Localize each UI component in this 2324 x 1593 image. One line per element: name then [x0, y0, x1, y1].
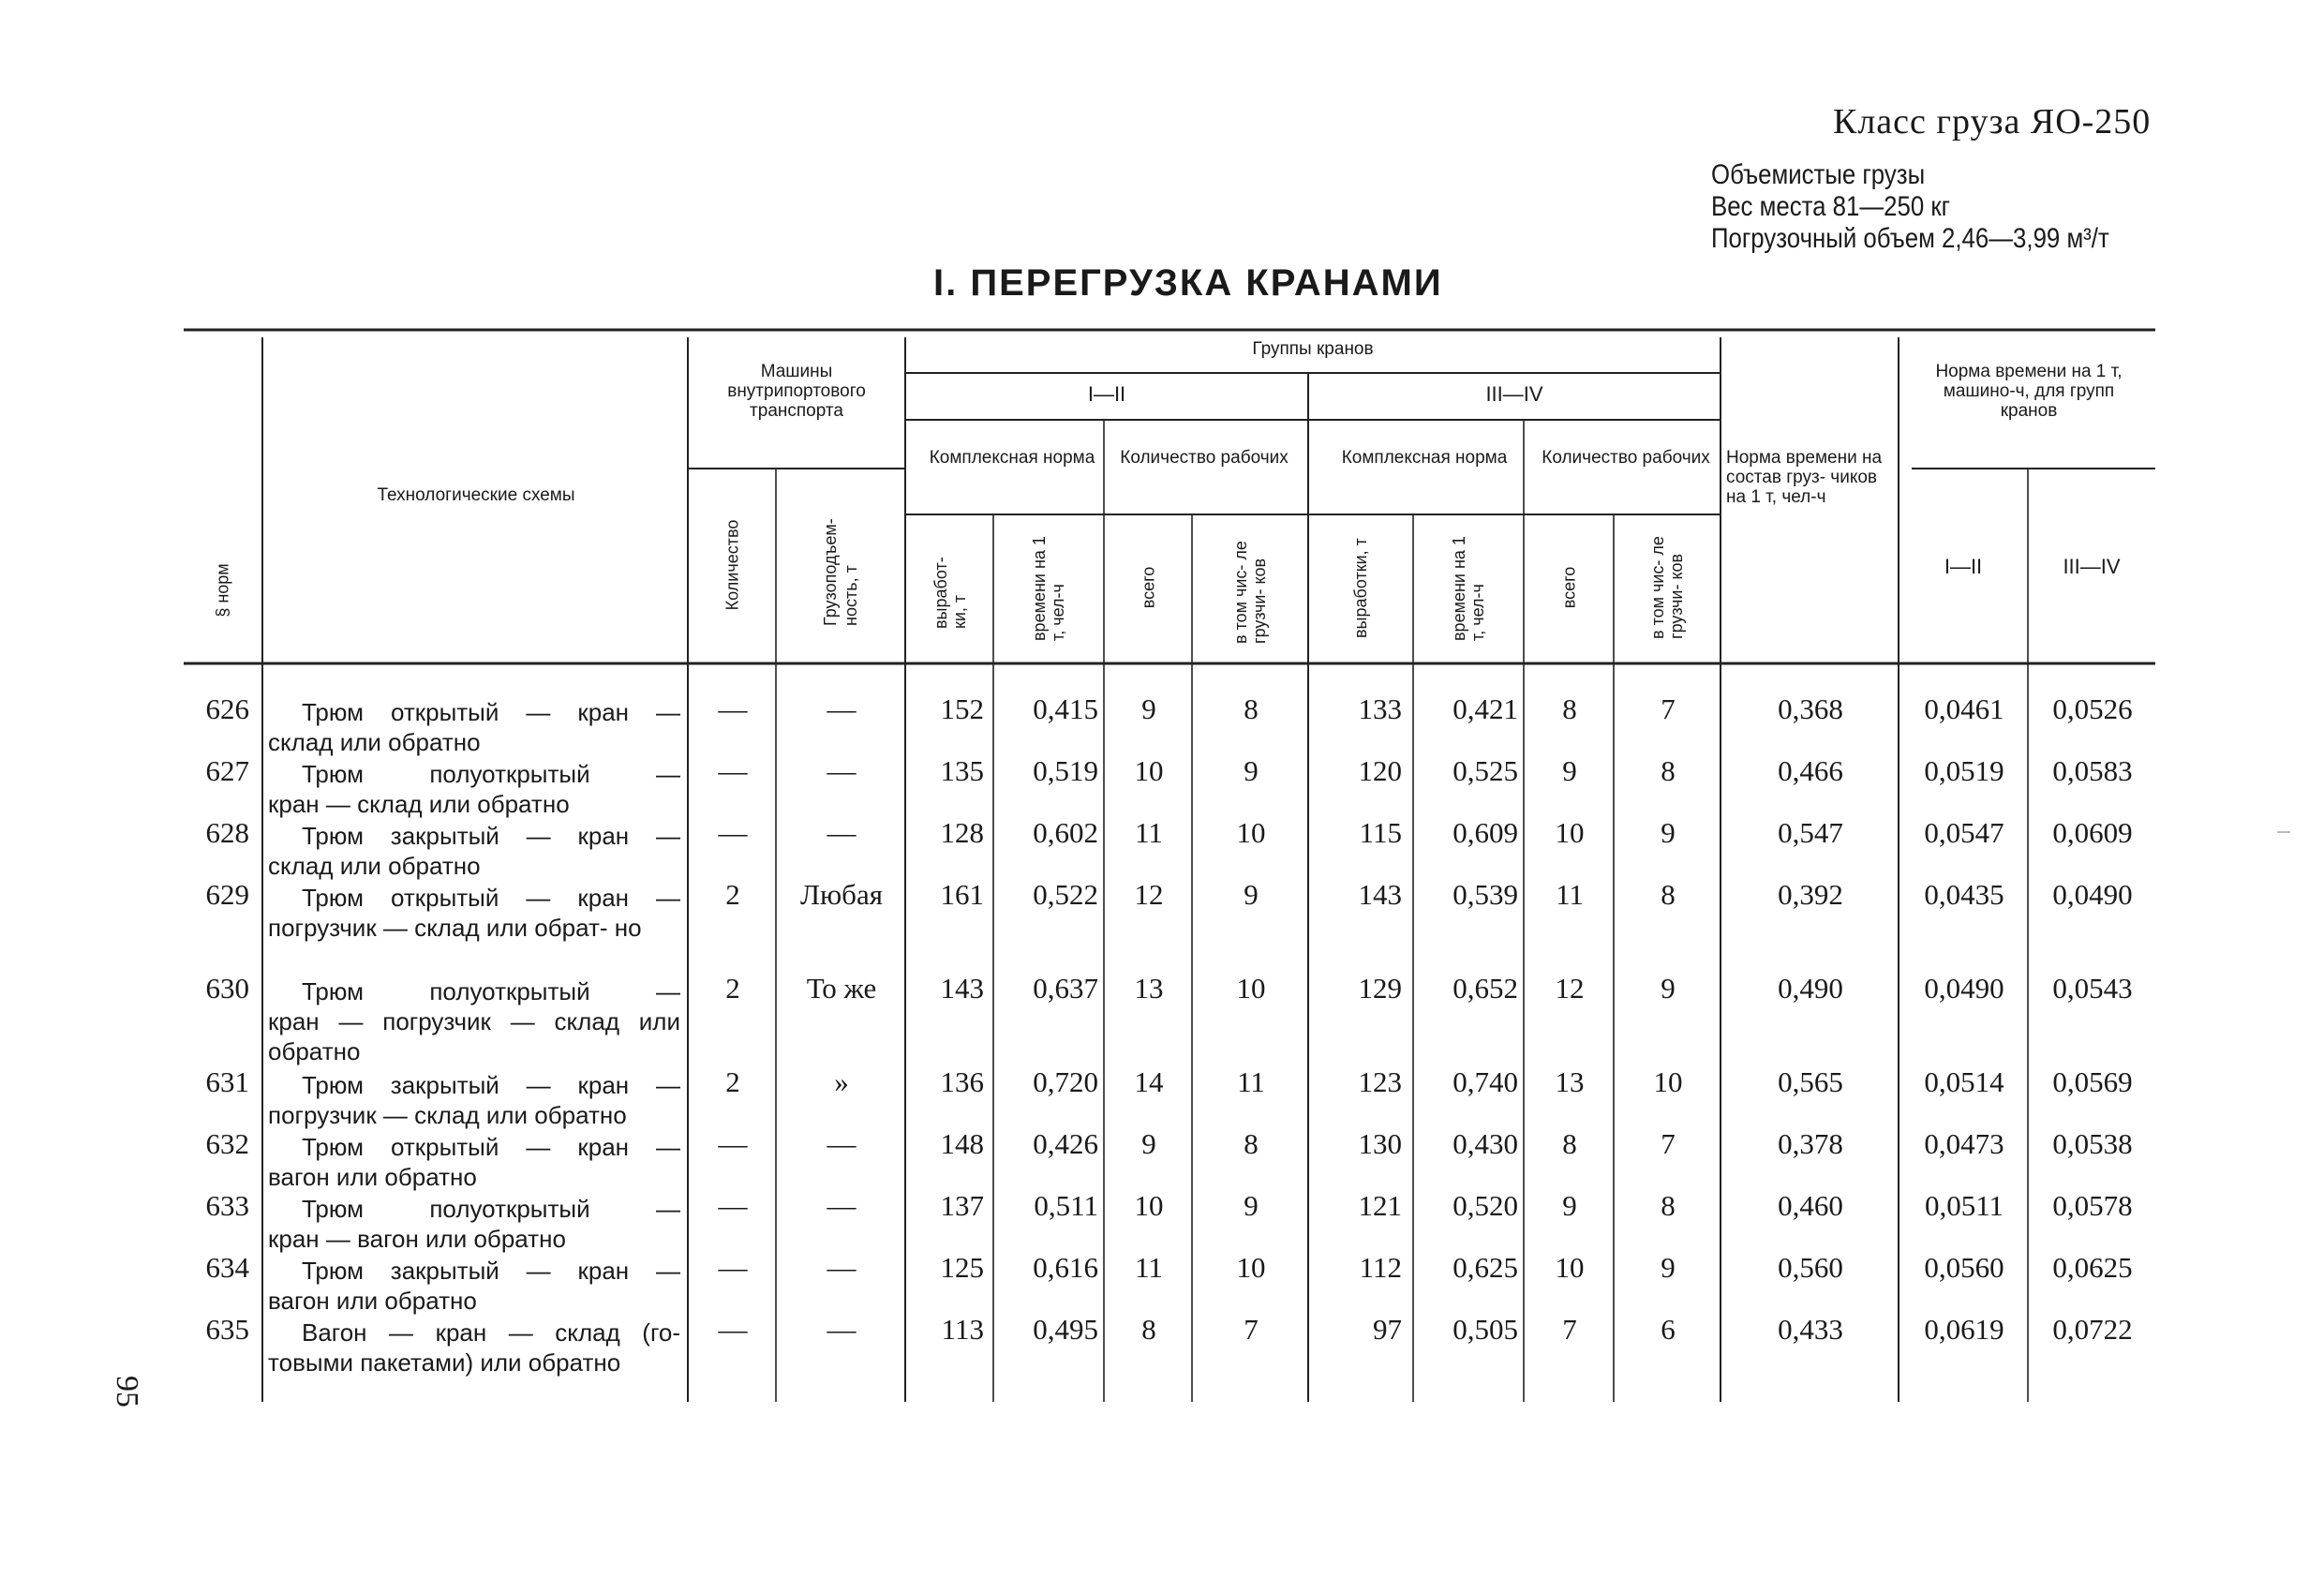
cell-a2: 8	[1562, 1127, 1577, 1160]
cell-cap: —	[827, 1251, 857, 1284]
cell-t1: 0,511	[1034, 1189, 1098, 1222]
header-machine-norm-2: III—IV	[2063, 555, 2121, 578]
page-number: 95	[110, 1376, 144, 1407]
cell-o1: 113	[941, 1313, 984, 1346]
cell-l2: 8	[1661, 878, 1676, 911]
cell-m1: 0,0461	[1924, 692, 2004, 725]
cell-t2: 0,740	[1452, 1065, 1518, 1098]
cell-o1: 136	[940, 1065, 984, 1098]
scheme-first-line: Трюм открытый — кран —	[302, 884, 680, 912]
scheme-first-line: Вагон — кран — склад (го-	[302, 1318, 680, 1347]
cell-ln: 0,560	[1778, 1251, 1843, 1284]
cell-m1: 0,0435	[1924, 878, 2004, 911]
cell-o1: 152	[940, 692, 984, 725]
cell-o2: 123	[1358, 1065, 1402, 1098]
scheme-first-line: Трюм открытый — кран —	[302, 698, 680, 726]
scheme-description	[268, 1194, 680, 1254]
cell-a1: 8	[1141, 1313, 1156, 1346]
header-crane-groups: Группы кранов	[1252, 339, 1374, 359]
cell-t2: 0,539	[1452, 878, 1518, 911]
cell-m2: 0,0543	[2052, 972, 2133, 1005]
scheme-continuation: склад или обратно	[268, 728, 481, 756]
cell-t1: 0,522	[1033, 878, 1098, 911]
section-title: I. ПЕРЕГРУЗКА КРАНАМИ	[933, 262, 1443, 304]
cell-t1: 0,602	[1033, 816, 1098, 849]
cell-m2: 0,0538	[2052, 1127, 2133, 1160]
cell-ln: 0,433	[1778, 1313, 1843, 1346]
cell-l2: 7	[1661, 1127, 1676, 1160]
cell-t2: 0,652	[1452, 972, 1518, 1005]
cell-t1: 0,519	[1033, 754, 1098, 787]
header-workers-qty-2: Количество рабочих	[1542, 448, 1710, 468]
cell-a1: 13	[1134, 972, 1164, 1005]
cell-t2: 0,525	[1452, 754, 1518, 787]
cell-t2: 0,430	[1452, 1127, 1518, 1160]
scheme-description	[268, 821, 680, 881]
scheme-continuation: вагон или обратно	[268, 1163, 477, 1191]
cell-l1: 10	[1236, 972, 1266, 1005]
scheme-continuation: склад или обратно	[268, 852, 481, 880]
cell-m1: 0,0473	[1924, 1127, 2004, 1160]
cell-ln: 0,466	[1778, 754, 1843, 787]
cell-o2: 115	[1359, 816, 1402, 849]
cell-no: 635	[205, 1313, 249, 1346]
header-machine-norm: Норма времени на 1 т, машино-ч, для групп кранов	[1935, 362, 2123, 421]
cell-no: 632	[205, 1127, 249, 1160]
cell-m1: 0,0511	[1924, 1189, 2004, 1222]
cell-m2: 0,0490	[2052, 878, 2133, 911]
cell-t2: 0,505	[1452, 1313, 1518, 1346]
scheme-continuation: кран — склад или обратно	[268, 790, 570, 818]
cargo-info-line: Объемистые грузы	[1711, 159, 1926, 190]
cell-o2: 121	[1358, 1189, 1402, 1222]
scheme-continuation: кран — вагон или обратно	[268, 1225, 566, 1253]
header-group-2: III—IV	[1485, 382, 1543, 406]
cell-a2: 13	[1555, 1065, 1585, 1098]
cell-qty: —	[718, 754, 748, 787]
cell-t1: 0,616	[1033, 1251, 1098, 1284]
cell-o2: 133	[1358, 692, 1402, 725]
scheme-continuation: погрузчик — склад или обратно	[268, 1101, 627, 1129]
header-incl-loaders-2: в том чис- ле грузчи- ков	[1648, 536, 1686, 639]
cell-no: 634	[205, 1251, 249, 1284]
header-group-1: I—II	[1087, 382, 1126, 406]
cell-cap: —	[827, 692, 857, 725]
cargo-info-line: Вес места 81—250 кг	[1711, 191, 1951, 222]
cell-qty: —	[718, 1251, 748, 1284]
cell-a2: 12	[1555, 972, 1585, 1005]
cell-o1: 128	[940, 816, 984, 849]
cell-l2: 9	[1661, 972, 1676, 1005]
cell-a1: 11	[1135, 816, 1163, 849]
header-complex-norm-2: Комплексная норма	[1341, 448, 1508, 468]
scheme-description	[268, 759, 680, 819]
cell-ln: 0,490	[1778, 972, 1843, 1005]
header-time-1: времени на 1 т, чел-ч	[1030, 536, 1067, 641]
cell-a1: 9	[1141, 1127, 1156, 1160]
cell-a1: 9	[1141, 692, 1156, 725]
cell-l2: 7	[1661, 692, 1676, 725]
scheme-first-line: Трюм закрытый — кран —	[302, 1071, 680, 1099]
cell-m2: 0,0722	[2052, 1313, 2133, 1346]
cell-l2: 8	[1661, 754, 1676, 787]
header-output-2: выработки, т	[1351, 538, 1370, 638]
cell-l2: 9	[1661, 816, 1676, 849]
header-machines-qty: Количество	[723, 519, 742, 611]
cell-m2: 0,0569	[2052, 1065, 2133, 1098]
scheme-continuation: товыми пакетами) или обратно	[268, 1348, 621, 1377]
cell-l2: 6	[1661, 1313, 1676, 1346]
cell-no: 631	[205, 1065, 249, 1098]
cell-o2: 97	[1373, 1313, 1402, 1346]
scheme-description	[268, 1256, 680, 1316]
cell-cap: —	[827, 1127, 857, 1160]
cell-o1: 135	[940, 754, 984, 787]
cell-t2: 0,421	[1452, 692, 1518, 725]
cell-t1: 0,426	[1033, 1127, 1098, 1160]
scheme-description	[268, 1070, 680, 1130]
scheme-first-line: Трюм закрытый — кран —	[302, 1257, 680, 1285]
cell-cap: —	[827, 1313, 857, 1346]
cell-m1: 0,0519	[1924, 754, 2004, 787]
cell-o1: 161	[940, 878, 984, 911]
cell-qty: —	[718, 1189, 748, 1222]
scheme-continuation: кран — погрузчик — склад или обратно	[268, 1007, 680, 1065]
cell-o1: 137	[940, 1189, 984, 1222]
cell-qty: 2	[725, 1065, 740, 1098]
cell-m2: 0,0583	[2052, 754, 2133, 787]
header-total-2: всего	[1559, 566, 1578, 609]
cell-l2: 10	[1653, 1065, 1683, 1098]
cell-ln: 0,565	[1778, 1065, 1843, 1098]
scheme-description	[268, 1318, 680, 1377]
cell-t2: 0,609	[1452, 816, 1518, 849]
cargo-info-line: Погрузочный объем 2,46—3,99 м³/т	[1711, 223, 2109, 254]
cell-m1: 0,0490	[1924, 972, 2004, 1005]
cell-o1: 125	[940, 1251, 984, 1284]
cell-m1: 0,0547	[1924, 816, 2004, 849]
scheme-description	[268, 976, 680, 1066]
cell-qty: —	[718, 692, 748, 725]
cell-cap: —	[827, 1189, 857, 1222]
cell-qty: —	[718, 1127, 748, 1160]
cell-no: 627	[205, 754, 249, 787]
cell-o2: 112	[1359, 1251, 1402, 1284]
cell-o2: 130	[1358, 1127, 1402, 1160]
cell-cap: То же	[806, 972, 877, 1005]
cell-m2: 0,0609	[2052, 816, 2133, 849]
scheme-first-line: Трюм полуоткрытый —	[302, 977, 680, 1005]
cell-ln: 0,368	[1778, 692, 1843, 725]
cell-cap: »	[834, 1065, 849, 1098]
header-norm-no: § норм	[213, 563, 232, 618]
cell-m2: 0,0625	[2052, 1251, 2133, 1284]
scheme-description	[268, 883, 680, 943]
cell-a2: 8	[1562, 692, 1577, 725]
cell-no: 628	[205, 816, 249, 849]
cell-l2: 8	[1661, 1189, 1676, 1222]
cell-o1: 148	[940, 1127, 984, 1160]
cell-t1: 0,495	[1033, 1313, 1098, 1346]
cell-o2: 120	[1358, 754, 1402, 787]
cell-ln: 0,378	[1778, 1127, 1843, 1160]
header-incl-loaders-1: в том чис- ле грузчи- ков	[1231, 541, 1269, 644]
cell-m1: 0,0514	[1924, 1065, 2004, 1098]
header-time-2: времени на 1 т, чел-ч	[1450, 536, 1487, 641]
cell-l1: 11	[1237, 1065, 1265, 1098]
cell-a2: 9	[1562, 754, 1577, 787]
cell-a2: 10	[1555, 1251, 1585, 1284]
scheme-first-line: Трюм закрытый — кран —	[302, 822, 680, 850]
cell-l1: 9	[1244, 1189, 1259, 1222]
scheme-description	[268, 1132, 680, 1192]
cell-l2: 9	[1661, 1251, 1676, 1284]
cell-cap: —	[827, 816, 857, 849]
scheme-description	[268, 697, 680, 757]
cell-qty: —	[718, 816, 748, 849]
cell-no: 626	[205, 692, 249, 725]
header-loader-norm: Норма времени на состав груз- чиков на 1 т, чел-ч	[1726, 448, 1883, 507]
cell-l1: 10	[1236, 1251, 1266, 1284]
cell-cap: Любая	[800, 878, 883, 911]
scheme-first-line: Трюм полуоткрытый —	[302, 1195, 680, 1223]
cell-ln: 0,547	[1778, 816, 1843, 849]
header-total-1: всего	[1139, 566, 1157, 609]
cell-t1: 0,415	[1033, 692, 1098, 725]
cell-l1: 8	[1244, 1127, 1259, 1160]
scheme-continuation: погрузчик — склад или обрат- но	[268, 914, 642, 942]
cell-a2: 7	[1562, 1313, 1577, 1346]
cell-ln: 0,460	[1778, 1189, 1843, 1222]
cell-ln: 0,392	[1778, 878, 1843, 911]
cell-t2: 0,625	[1452, 1251, 1518, 1284]
cell-l1: 9	[1244, 878, 1259, 911]
cell-no: 633	[205, 1189, 249, 1222]
cell-a1: 10	[1134, 1189, 1164, 1222]
cell-cap: —	[827, 754, 857, 787]
cell-m2: 0,0578	[2052, 1189, 2133, 1222]
cell-qty: 2	[725, 972, 740, 1005]
cell-o2: 129	[1358, 972, 1402, 1005]
cell-l1: 8	[1244, 692, 1259, 725]
header-workers-qty-1: Количество рабочих	[1120, 448, 1289, 468]
header-machines-capacity: Грузоподъем- ность, т	[821, 518, 860, 626]
cargo-class-title: Класс груза ЯО-250	[1833, 102, 2152, 141]
cell-l1: 7	[1244, 1313, 1259, 1346]
cell-a2: 11	[1556, 878, 1584, 911]
scheme-continuation: вагон или обратно	[268, 1287, 477, 1315]
cell-t1: 0,720	[1033, 1065, 1098, 1098]
cell-a1: 10	[1134, 754, 1164, 787]
cell-a1: 14	[1134, 1065, 1164, 1098]
cell-t1: 0,637	[1033, 972, 1098, 1005]
cell-m2: 0,0526	[2052, 692, 2133, 725]
header-machines: Машины внутрипортового транспорта	[727, 362, 866, 421]
cell-no: 630	[205, 972, 249, 1005]
header-schemes: Технологические схемы	[377, 485, 575, 505]
cell-m1: 0,0619	[1924, 1313, 2004, 1346]
scheme-first-line: Трюм полуоткрытый —	[302, 760, 680, 788]
cell-m1: 0,0560	[1924, 1251, 2004, 1284]
cell-qty: —	[718, 1313, 748, 1346]
cell-l1: 9	[1244, 754, 1259, 787]
cell-o2: 143	[1358, 878, 1402, 911]
cell-a1: 11	[1135, 1251, 1163, 1284]
scheme-first-line: Трюм открытый — кран —	[302, 1133, 680, 1161]
header-machine-norm-1: I—II	[1944, 555, 1983, 578]
cell-o1: 143	[940, 972, 984, 1005]
cell-qty: 2	[725, 878, 740, 911]
cell-t2: 0,520	[1452, 1189, 1518, 1222]
header-complex-norm-1: Комплексная норма	[929, 448, 1095, 468]
cell-no: 629	[205, 878, 249, 911]
cell-l1: 10	[1236, 816, 1266, 849]
cell-a1: 12	[1134, 878, 1164, 911]
header-output-1: выработ- ки, т	[931, 557, 969, 629]
cell-a2: 10	[1555, 816, 1585, 849]
cell-a2: 9	[1562, 1189, 1577, 1222]
